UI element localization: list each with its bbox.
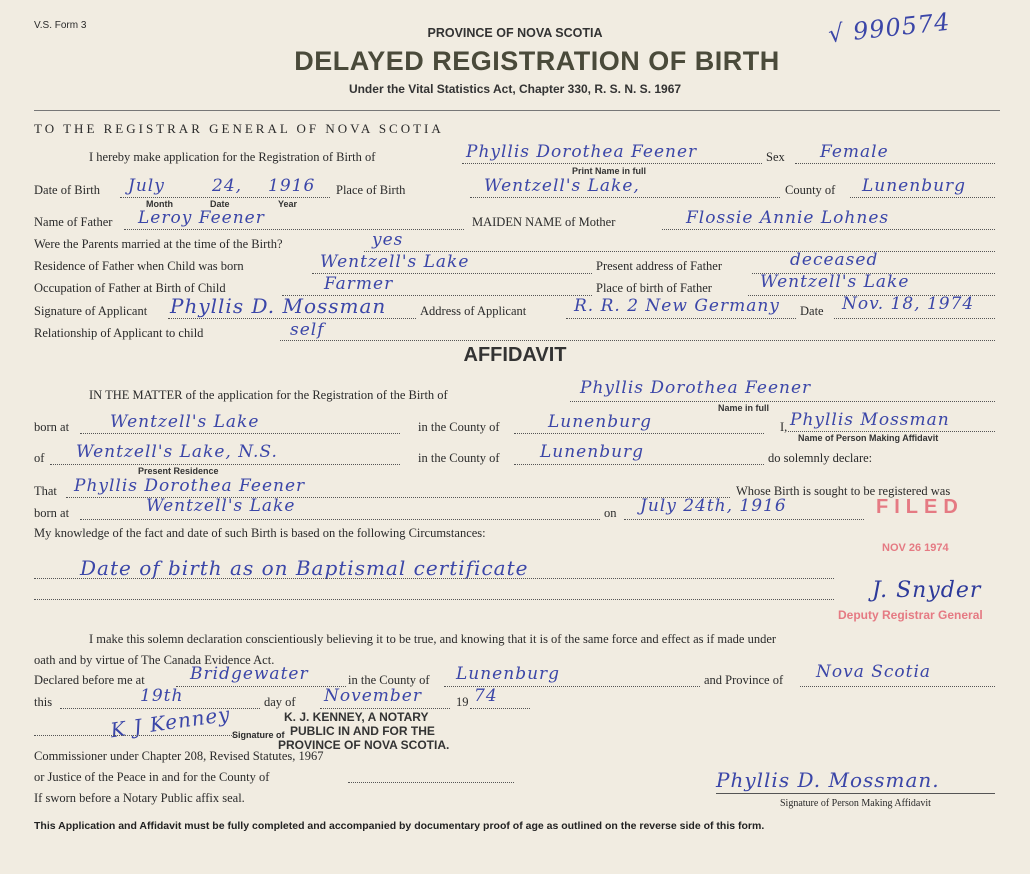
father-birthplace-label: Place of birth of Father — [596, 281, 712, 295]
date-value: Nov. 18, 1974 — [842, 294, 975, 314]
registrar-signature: J. Snyder — [872, 578, 982, 603]
born-at-label: born at — [34, 420, 70, 434]
declaration-text: I make this solemn declaration conscientiously believing it to be true, and knowing that it is of the same force and effect as if made under — [89, 632, 777, 646]
occupation-value: Farmer — [324, 274, 394, 294]
year-hint: Year — [278, 199, 298, 209]
month-hint: Month — [146, 199, 173, 209]
registrar-title-stamp: Deputy Registrar General — [838, 608, 983, 622]
on-label: on — [604, 506, 617, 520]
relationship-label: Relationship of Applicant to child — [34, 326, 204, 340]
form-code: V.S. Form 3 — [34, 20, 87, 31]
header-title: DELAYED REGISTRATION OF BIRTH — [294, 46, 780, 76]
father-value: Leroy Feener — [138, 208, 265, 228]
married-label: Were the Parents married at the time of the Birth? — [34, 237, 283, 251]
county-value: Lunenburg — [862, 176, 967, 196]
whose-birth-label: Whose Birth is sought to be registered was — [736, 484, 951, 498]
in-county-label-2: in the County of — [418, 451, 500, 465]
this-day: 19th — [140, 686, 184, 706]
commissioner-signature: K J Kenney — [108, 701, 232, 743]
knowledge-label: My knowledge of the fact and date of such Birth is based on the following Circumstances: — [34, 526, 486, 540]
dob-label: Date of Birth — [34, 183, 100, 197]
print-name-hint: Print Name in full — [572, 166, 647, 176]
i-label: I, — [780, 420, 788, 434]
affiant-signature: Phyllis D. Mossman. — [716, 768, 940, 792]
signature-of-hint: Signature of — [232, 730, 285, 740]
place-label: Place of Birth — [336, 183, 406, 197]
married-value: yes — [372, 230, 404, 250]
relationship-value: self — [290, 320, 325, 340]
affiant-hint: Name of Person Making Affidavit — [798, 433, 939, 443]
occupation-label: Occupation of Father at Birth of Child — [34, 281, 226, 295]
filed-stamp: FILED — [876, 496, 964, 518]
filed-date-stamp: NOV 26 1974 — [882, 542, 949, 554]
month-value: November — [324, 686, 422, 706]
mother-value: Flossie Annie Lohnes — [686, 208, 890, 228]
on-date: July 24th, 1916 — [640, 496, 787, 516]
affiant-signature-hint: Signature of Person Making Affidavit — [780, 798, 931, 809]
present-address-value: deceased — [790, 250, 879, 270]
dob-day: 24, — [212, 176, 243, 196]
justice-label: or Justice of the Peace in and for the County of — [34, 770, 270, 784]
county-value-2: Lunenburg — [540, 442, 645, 462]
county3-label: in the County of — [348, 673, 430, 687]
county3-value: Lunenburg — [456, 664, 561, 684]
header-rule — [34, 110, 1000, 111]
seal-label: If sworn before a Notary Public affix seal. — [34, 791, 245, 805]
residence-label: Residence of Father when Child was born — [34, 259, 244, 273]
this-label: this — [34, 695, 53, 709]
father-label: Name of Father — [34, 215, 113, 229]
father-birthplace-value: Wentzell's Lake — [760, 272, 910, 292]
address-value: R. R. 2 New Germany — [574, 296, 780, 316]
sex-value: Female — [820, 142, 889, 162]
sex-label: Sex — [766, 150, 785, 164]
notary-stamp-1: K. J. KENNEY, A NOTARY — [284, 710, 429, 724]
of-label: of — [34, 451, 45, 465]
applicant-signature: Phyllis D. Mossman — [170, 294, 387, 318]
dob-month: July — [128, 176, 165, 196]
residence-affidavit: Wentzell's Lake, N.S. — [76, 442, 278, 462]
declaration-text-2: oath and by virtue of The Canada Evidence Act. — [34, 653, 275, 667]
place-value: Wentzell's Lake, — [484, 176, 640, 196]
that-name: Phyllis Dorothea Feener — [74, 476, 306, 496]
residence-value: Wentzell's Lake — [320, 252, 470, 272]
addressee: TO THE REGISTRAR GENERAL OF NOVA SCOTIA — [34, 121, 444, 136]
declared-at: Bridgewater — [190, 664, 309, 684]
footer-note: This Application and Affidavit must be fully completed and accompanied by documentary proof of age as outlined on the reverse side of this form. — [34, 820, 765, 832]
notary-stamp-3: PROVINCE OF NOVA SCOTIA. — [278, 738, 450, 752]
affidavit-heading: AFFIDAVIT — [463, 344, 567, 366]
registration-number: √ 990574 — [826, 7, 952, 49]
born-at2-label: born at — [34, 506, 70, 520]
declare-label: do solemnly declare: — [768, 451, 873, 465]
day-of-label: day of — [264, 695, 296, 709]
date-label: Date — [800, 304, 824, 318]
circumstance: Date of birth as on Baptismal certificate — [80, 556, 529, 580]
declared-label: Declared before me at — [34, 673, 145, 687]
name-full-hint: Name in full — [718, 403, 770, 413]
county-value-1: Lunenburg — [548, 412, 653, 432]
mother-label: MAIDEN NAME of Mother — [472, 215, 616, 229]
notary-stamp-2: PUBLIC IN AND FOR THE — [290, 724, 435, 738]
year-prefix: 19 — [456, 695, 469, 709]
present-address-label: Present address of Father — [596, 259, 723, 273]
matter-name: Phyllis Dorothea Feener — [580, 378, 812, 398]
intro-label: I hereby make application for the Registration of Birth of — [89, 150, 376, 164]
affiant-name: Phyllis Mossman — [790, 410, 950, 430]
matter-label: IN THE MATTER of the application for the Registration of the Birth of — [89, 388, 448, 402]
province-value: Nova Scotia — [816, 662, 932, 682]
year-suffix: 74 — [474, 686, 498, 706]
born-at-value: Wentzell's Lake — [110, 412, 260, 432]
residence-hint: Present Residence — [138, 466, 219, 476]
county-label: County of — [785, 183, 836, 197]
address-label: Address of Applicant — [420, 304, 527, 318]
born-at2-value: Wentzell's Lake — [146, 496, 296, 516]
header-province: PROVINCE OF NOVA SCOTIA — [427, 26, 603, 40]
signature-label: Signature of Applicant — [34, 304, 148, 318]
child-name: Phyllis Dorothea Feener — [466, 142, 698, 162]
province-label: and Province of — [704, 673, 784, 687]
commissioner-label: Commissioner under Chapter 208, Revised Statutes, 1967 — [34, 749, 324, 763]
date-hint: Date — [210, 199, 230, 209]
in-county-label-1: in the County of — [418, 420, 500, 434]
header-subtitle: Under the Vital Statistics Act, Chapter 330, R. S. N. S. 1967 — [348, 82, 682, 96]
dob-year: 1916 — [268, 176, 316, 196]
that-label: That — [34, 484, 57, 498]
